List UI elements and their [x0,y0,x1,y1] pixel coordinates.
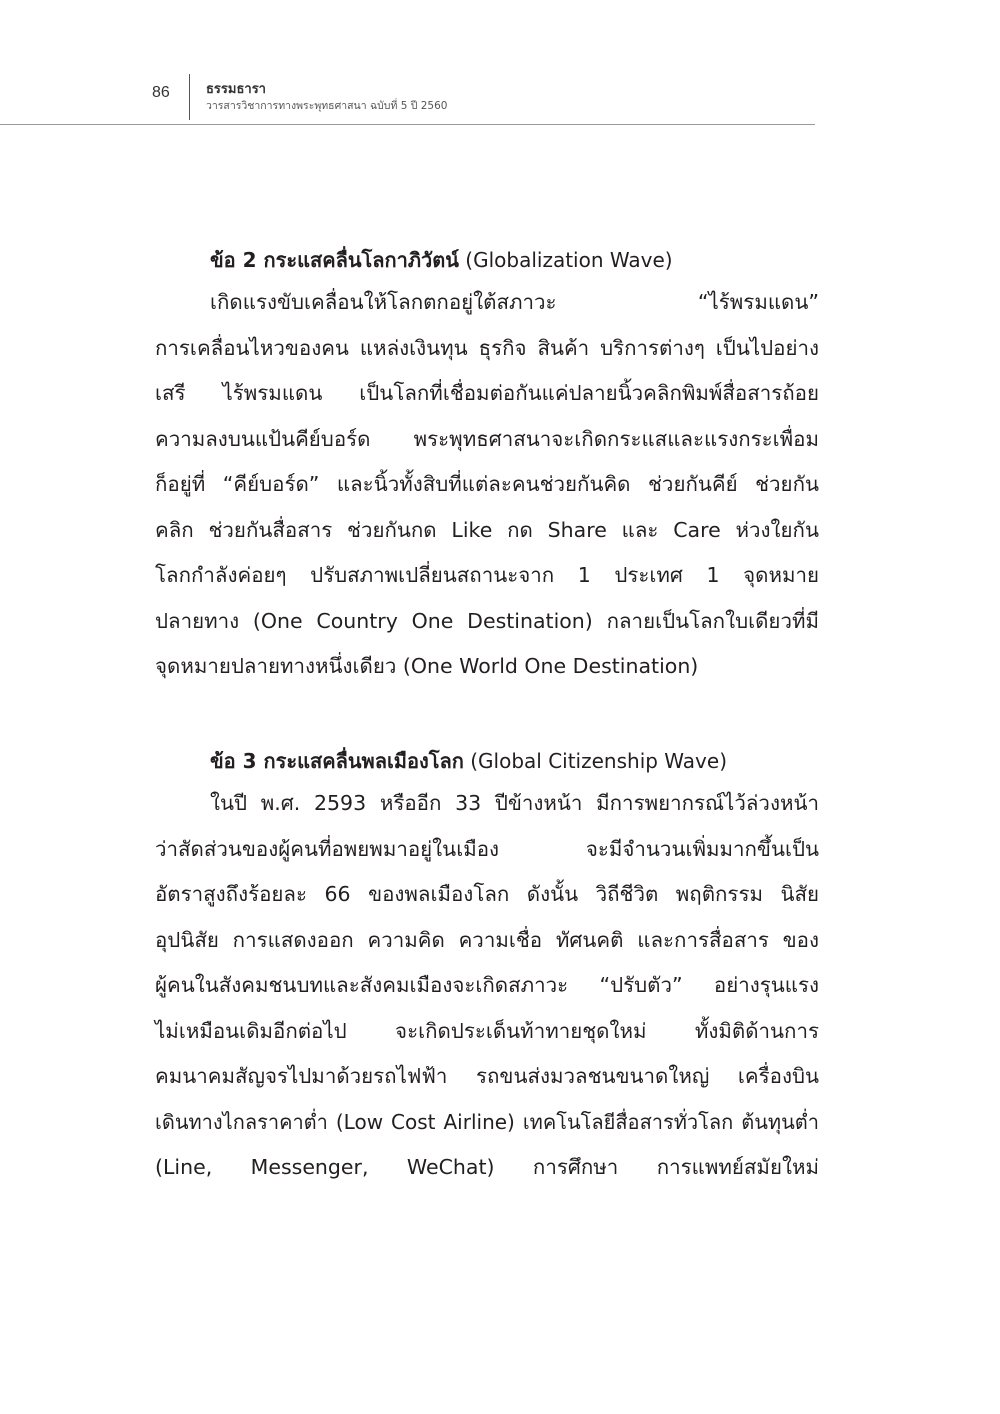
section-heading-english: (Global Citizenship Wave) [470,749,727,773]
paragraph-line: ปลายทาง (One Country One Destination) กลายเป็นโลกใบเดียวที่มี [155,608,819,633]
paragraph-line: คลิก ช่วยกันสื่อสาร ช่วยกันกด Like กด Share และ Care ห่วงใยกัน [155,517,819,542]
section-heading-english: (Globalization Wave) [465,248,673,272]
paragraph-line: เดินทางไกลราคาต่ำ (Low Cost Airline) เทคโนโลยีสื่อสารทั่วโลก ต้นทุนต่ำ [155,1109,819,1134]
paragraph-line: ไม่เหมือนเดิมอีกต่อไป จะเกิดประเด็นท้าทายชุดใหม่ ทั้งมิติด้านการ [155,1018,819,1043]
paragraph-line: ในปี พ.ศ. 2593 หรืออีก 33 ปีข้างหน้า มีการพยากรณ์ไว้ล่วงหน้า [210,791,819,815]
paragraph-line: คมนาคมสัญจรไปมาด้วยรถไฟฟ้า รถขนส่งมวลชนขนาดใหญ่ เครื่องบิน [155,1064,819,1088]
paragraph-line: โลกกำลังค่อยๆ ปรับสภาพเปลี่ยนสถานะจาก 1 ประเทศ 1 จุดหมาย [155,563,819,587]
page-number: 86 [152,84,170,101]
section-paragraph [155,280,819,690]
section-globalization-wave [155,240,819,690]
paragraph-line: การเคลื่อนไหวของคน แหล่งเงินทุน ธุรกิจ สินค้า บริการต่างๆ เป็นไปอย่าง [155,335,819,360]
paragraph-line: (Line, Messenger, WeChat) การศึกษา การแพทย์สมัยใหม่ [155,1155,819,1179]
paragraph-line: อัตราสูงถึงร้อยละ 66 ของพลเมืองโลก ดังนั้น วิถีชีวิต พฤติกรรม นิสัย [155,882,819,906]
paragraph-line: เกิดแรงขับเคลื่อนให้โลกตกอยู่ใต้สภาวะ “ไร้พรมแดน” [210,290,819,314]
paragraph-line: ว่าสัดส่วนของผู้คนที่อพยพมาอยู่ในเมือง จะมีจำนวนเพิ่มมากขึ้นเป็น [155,836,819,861]
journal-subtitle: วารสารวิชาการทางพระพุทธศาสนา ฉบับที่ 5 ปี 2560 [206,100,448,112]
section-heading-thai: ข้อ 3 กระแสคลื่นพลเมืองโลก [210,749,464,773]
paragraph-line: จุดหมายปลายทางหนึ่งเดียว (One World One Destination) [155,654,699,678]
section-heading [155,240,819,280]
section-heading-thai: ข้อ 2 กระแสคลื่นโลกาภิวัตน์ [210,248,459,272]
paragraph-line: ก็อยู่ที่ “คีย์บอร์ด” และนิ้วทั้งสิบที่แต่ละคนช่วยกันคิด ช่วยกันคีย์ ช่วยกัน [155,472,819,496]
paragraph-line: ความลงบนแป้นคีย์บอร์ด พระพุทธศาสนาจะเกิดกระแสและแรงกระเพื่อม [155,426,819,451]
paragraph-line: อุปนิสัย การแสดงออก ความคิด ความเชื่อ ทัศนคติ และการสื่อสาร ของ [155,927,819,952]
header-rule [0,124,815,125]
section-paragraph [155,781,819,1191]
section-global-citizenship-wave [155,741,819,1191]
header-divider [189,74,190,120]
paragraph-line: ผู้คนในสังคมชนบทและสังคมเมืองจะเกิดสภาวะ “ปรับตัว” อย่างรุนแรง [155,973,819,997]
paragraph-line: เสรี ไร้พรมแดน เป็นโลกที่เชื่อมต่อกันแค่ปลายนิ้วคลิกพิมพ์สื่อสารถ้อย [155,381,819,405]
page-header [0,0,1000,130]
journal-title: ธรรมธารา [206,82,266,97]
section-heading [155,741,819,781]
